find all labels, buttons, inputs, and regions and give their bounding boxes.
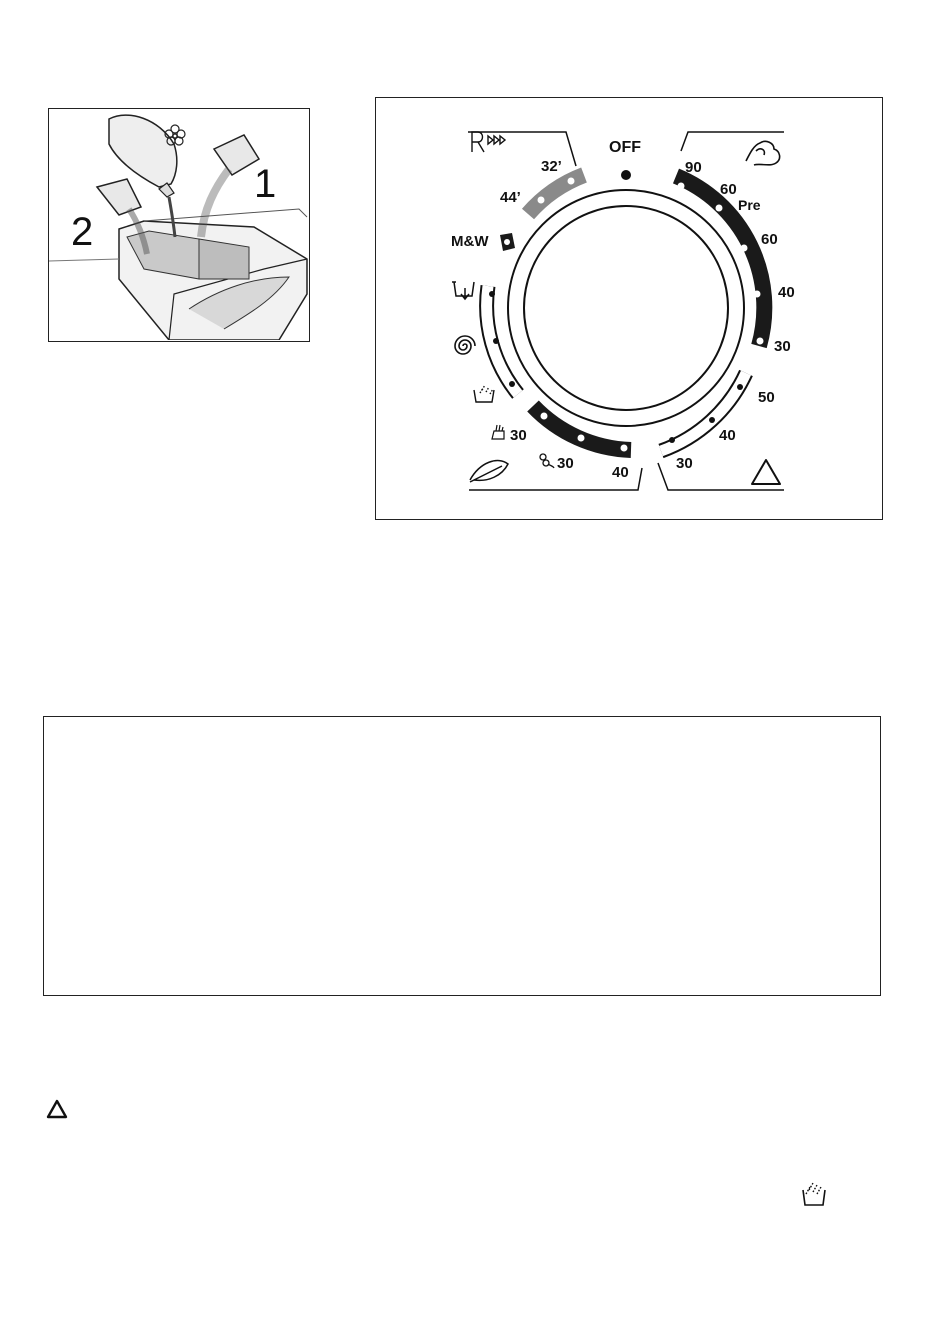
dial-outer-ring <box>508 190 744 426</box>
detergent-drawer-illustration <box>48 108 310 342</box>
cotton-60-label: 60 <box>761 231 778 248</box>
handwash-30-label: 30 <box>510 427 527 444</box>
synthetic-triangle-icon <box>752 460 780 484</box>
mw-label: M&W <box>451 233 489 250</box>
silk-icon <box>540 454 554 468</box>
drain-icon <box>452 282 474 299</box>
cotton-30-label: 30 <box>774 338 791 355</box>
program-dial-panel <box>375 97 883 520</box>
cotton-40-label: 40 <box>778 284 795 301</box>
note-box <box>43 716 881 996</box>
wool-feather-icon <box>470 461 508 482</box>
off-label: OFF <box>609 139 641 156</box>
rapid-wash-icon <box>472 132 505 152</box>
synthetic-30-label: 30 <box>676 455 693 472</box>
spin-icon <box>455 336 475 354</box>
wool-40-label: 40 <box>612 464 629 481</box>
off-dot <box>621 170 631 180</box>
quick-arc <box>528 175 584 214</box>
synthetic-triangle-icon <box>45 1098 69 1120</box>
cotton-60-pre-label: 60 <box>720 181 737 198</box>
cotton-90-label: 90 <box>685 159 702 176</box>
drawer-drawing <box>49 109 308 340</box>
synthetic-40-label: 40 <box>719 427 736 444</box>
cotton-icon <box>746 141 780 165</box>
synthetic-50-label: 50 <box>758 389 775 406</box>
silk-30-label: 30 <box>557 455 574 472</box>
label-1: 1 <box>254 162 277 206</box>
rinse-icon <box>799 1180 829 1208</box>
handwash-icon <box>492 425 504 439</box>
quick-32-label: 32’ <box>541 158 562 175</box>
pre-label: Pre <box>738 197 761 213</box>
dial-knob[interactable] <box>524 206 728 410</box>
rinse-icon <box>474 385 494 402</box>
label-2: 2 <box>71 210 94 254</box>
wool-arc <box>533 406 631 450</box>
program-dial <box>376 98 881 518</box>
quick-44-label: 44’ <box>500 189 521 206</box>
